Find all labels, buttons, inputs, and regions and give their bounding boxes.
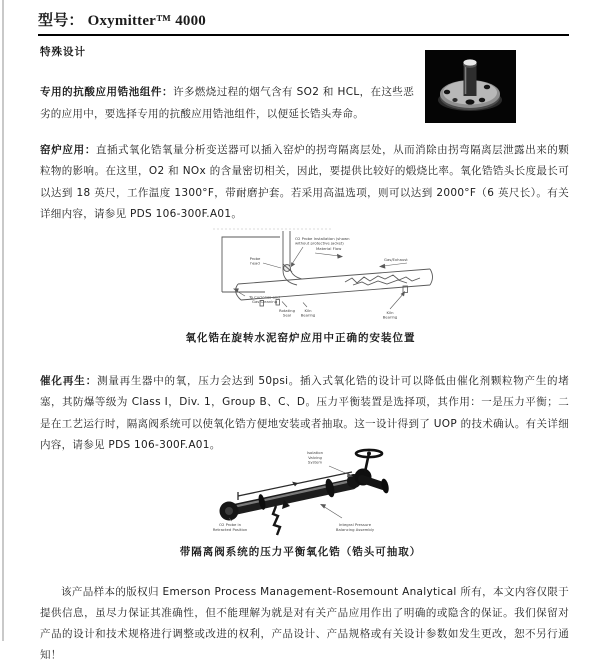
paragraph-copyright: 该产品样本的版权归 Emerson Process Management-Rosemount Analytical 所有，本文内容仅限于提供信息，虽尽力保证其准确性，但不能理解为就是对有关产品应用作出了明确的或隐含的保证。我们保留对产品的设计和技术规格进行调整或改进的权利，产品设计、产品规格或有关设计参数如发生更改，恕不另行通知！ [40, 585, 569, 661]
label-material-flow: Material Flow [316, 246, 342, 251]
flange-photo-image [425, 50, 516, 123]
probe-isolation-valve-photo [202, 446, 422, 542]
label-install-line2: without protective jacket) [295, 240, 344, 246]
label-isolation-valving-line3: System [307, 459, 323, 465]
label-rotating-seal-line2: Seal [282, 312, 292, 318]
label-isolation-valving-line1: Isolation [306, 450, 324, 455]
label-probe-head-line1: Probe [249, 256, 261, 261]
label-rotating-seal-line1: Rotating [279, 308, 295, 313]
section-title: 特殊设计 [40, 46, 86, 58]
label-isolation-valving-line2: Valving [308, 454, 322, 460]
label-pressure-balancing-line2: Balancing Assembly [335, 526, 375, 532]
label-retracted-probe-line1: O2 Probe in [218, 522, 242, 527]
paragraph-kiln-body: 直插式氧化锆氧量分析变送器可以插入窑炉的拐弯隔离层处，从而消除由拐弯隔离层泄露出来的颗粒物的影响。在这里，O2 和 NOx 的含量密切相关，因此，要提供比较好的煅烧比率。氧化锆锆头长度最长可以达到 18 英尺，工作温度 1300°F，带耐磨护套。若采用高温选项，则可以达到 2000°F（6 英尺长）。有关详细内容，请参见 PDS 106-300F.A01。 [40, 143, 570, 220]
label-pressure-balancing-line1: Integral Pressure [338, 522, 372, 527]
kiln-figure-caption: 氧化锆在旋转水泥窑炉应用中正确的安装位置 [185, 332, 416, 344]
label-install-line1: O2 Probe Installation (shown [295, 236, 350, 241]
paragraph-catalytic-lead: 催化再生： [40, 374, 98, 387]
paragraph-kiln-application [40, 140, 569, 226]
kiln-installation-diagram [183, 226, 435, 324]
paragraph-catalytic-body: 测量再生器中的氧，压力会达到 50psi。插入式氧化锆的设计可以降低由催化剂颗粒物产生的堵塞，其防爆等级为 Class I，Div. 1，Group B、C、D。压力平衡装置是选择项，其作用：一是压力平衡；二是在工艺运行时，隔离阀系统可以使氧化锆方便地安装或者抽取。这一设计得到了 UOP 的技术确认。有关详细内容，请参见 PDS 106-300F.A01。 [40, 374, 570, 451]
paragraph-kiln-lead: 窑炉应用： [40, 143, 97, 156]
label-bearing-right-line2: Bearing [382, 314, 398, 320]
model-name: Oxymitter™ 4000 [87, 13, 206, 29]
paragraph-acid-lead: 专用的抗酸应用锆池组件： [40, 85, 174, 98]
label-bearing-right-line1: Kiln [386, 310, 394, 315]
label-probe-head-line2: head [250, 260, 260, 266]
probe-figure-caption: 带隔离阀系统的压力平衡氧化锆（锆头可抽取） [179, 546, 422, 558]
paragraph-catalytic-regeneration [40, 371, 569, 457]
paragraph-acid-body: 许多燃烧过程的烟气含有 SO2 和 HCL，在这些恶劣的应用中，要选择专用的抗酸应用锆池组件，以便延长锆头寿命。 [40, 85, 414, 120]
paragraph-acid-resistant [40, 81, 414, 125]
label-bearing-left-line2: Bearing [300, 312, 316, 318]
label-bearing-left-line1: Kiln [304, 308, 312, 313]
label-gas-flow: Gas/Exhaust [384, 257, 408, 262]
page-title [38, 9, 569, 36]
label-cyclones-line1: To Cyclones and [249, 294, 280, 300]
model-label: 型号： [38, 13, 84, 29]
label-cyclones-line2: Gas Cleaning [252, 299, 278, 305]
label-retracted-probe-line2: Retracted Position [212, 526, 248, 532]
